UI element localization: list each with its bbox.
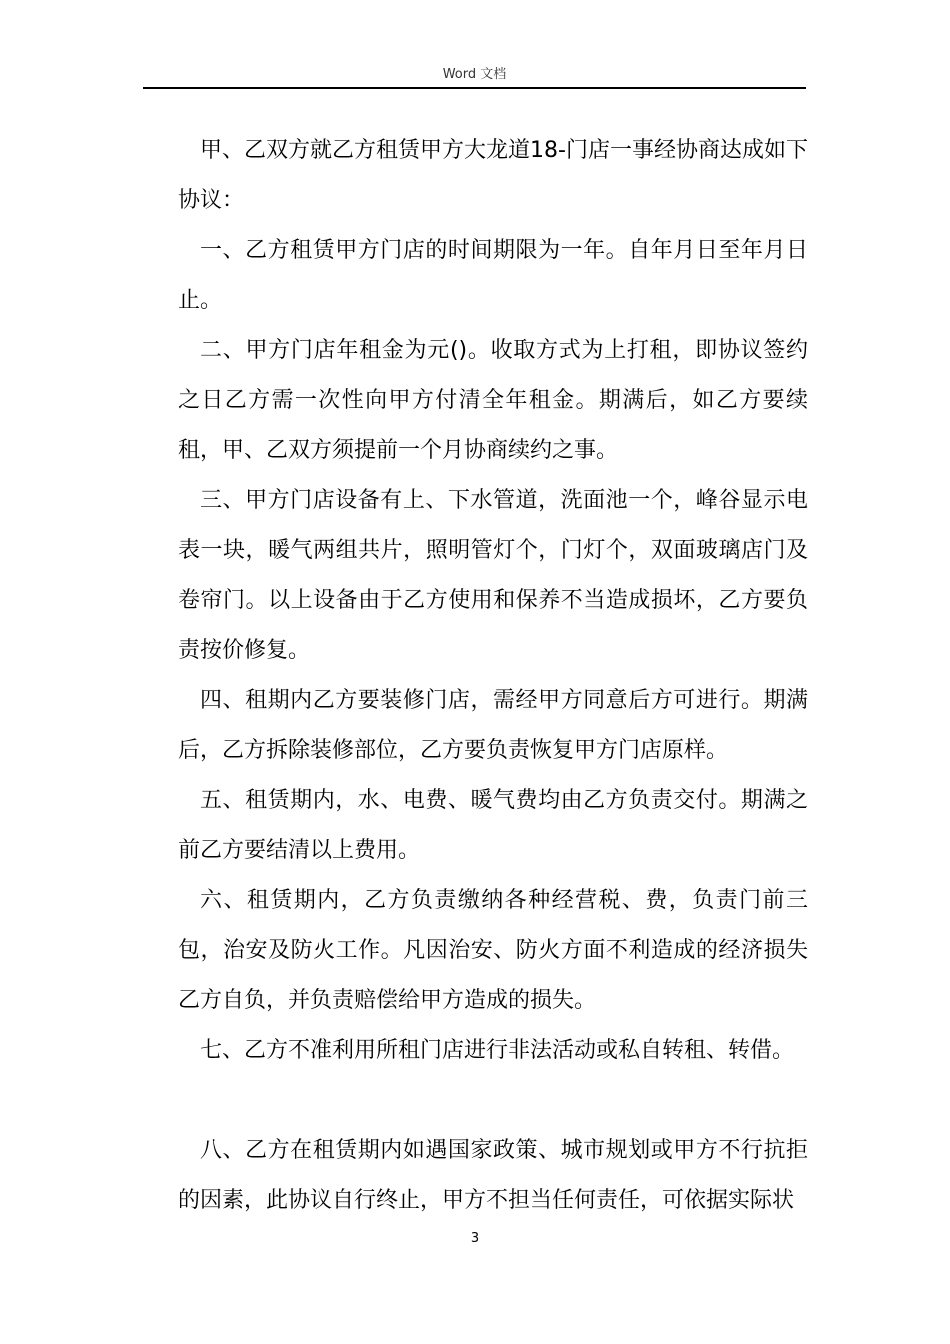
clause-7: 七、乙方不准利用所租门店进行非法活动或私自转租、转借。	[200, 1038, 795, 1063]
header-divider	[143, 87, 806, 89]
document-body	[178, 126, 808, 1226]
clause-8: 八、乙方在租赁期内如遇国家政策、城市规划或甲方不行抗拒的因素，此协议自行终止，甲方不担当任何责任，可依据实际状	[178, 1138, 808, 1213]
clause-3: 三、甲方门店设备有上、下水管道，洗面池一个，峰谷显示电表一块，暖气两组共片，照明管灯个，门灯个，双面玻璃店门及卷帘门。以上设备由于乙方使用和保养不当造成损坏，乙方要负责按价修复。	[178, 488, 808, 663]
page-number: 3	[470, 1231, 480, 1246]
clause-6: 六、租赁期内，乙方负责缴纳各种经营税、费，负责门前三包，治安及防火工作。凡因治安、防火方面不利造成的经济损失乙方自负，并负责赔偿给甲方造成的损失。	[178, 888, 808, 1013]
page-header: Word 文档	[442, 67, 507, 82]
clause-5: 五、租赁期内，水、电费、暖气费均由乙方负责交付。期满之前乙方要结清以上费用。	[178, 788, 808, 863]
paragraph-intro: 甲、乙双方就乙方租赁甲方大龙道18-门店一事经协商达成如下协议：	[178, 138, 808, 213]
clause-4: 四、租期内乙方要装修门店，需经甲方同意后方可进行。期满后，乙方拆除装修部位，乙方要负责恢复甲方门店原样。	[178, 688, 808, 763]
clause-1: 一、乙方租赁甲方门店的时间期限为一年。自年月日至年月日止。	[178, 238, 808, 313]
clause-2: 二、甲方门店年租金为元()。收取方式为上打租，即协议签约之日乙方需一次性向甲方付清全年租金。期满后，如乙方要续租，甲、乙双方须提前一个月协商续约之事。	[178, 338, 808, 463]
